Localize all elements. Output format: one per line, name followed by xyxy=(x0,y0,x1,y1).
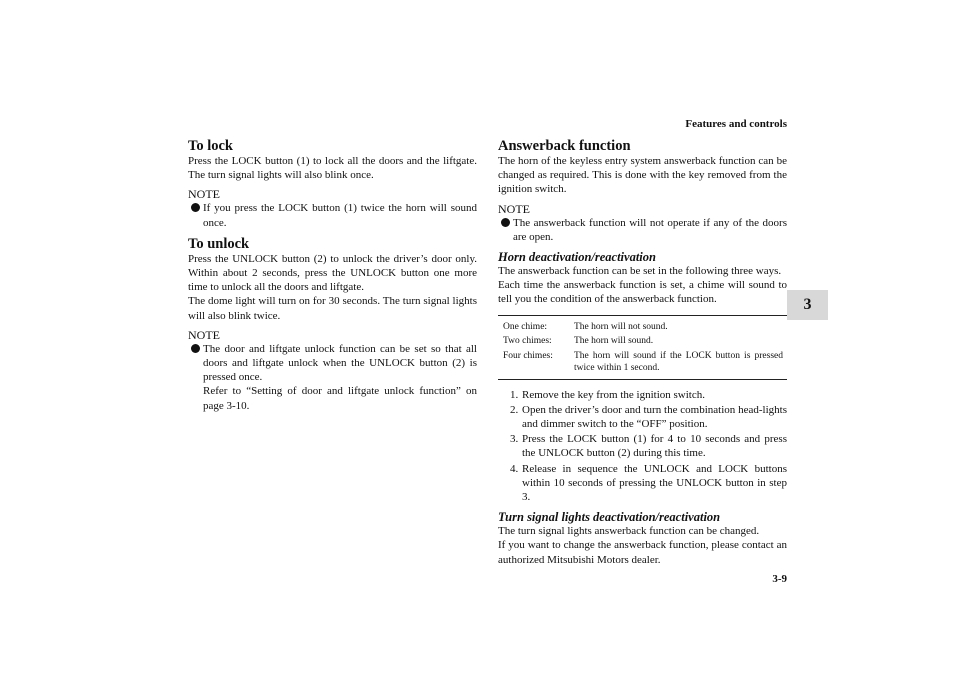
right-column xyxy=(498,138,787,567)
step-number: 4. xyxy=(510,462,519,475)
lock-paragraph: Press the LOCK button (1) to lock all the doors and the liftgate. The turn signal lights will also blink once. xyxy=(188,155,477,182)
answerback-paragraph: The horn of the keyless entry system answerback function can be changed as required. This is done with the key removed from the ignition switch. xyxy=(498,155,787,196)
section-heading-answerback: Answerback function xyxy=(498,138,631,154)
subheading-horn: Horn deactivation/reactivation xyxy=(498,250,656,265)
note-label: NOTE xyxy=(498,201,530,216)
page-header-title: Features and controls xyxy=(685,118,787,130)
bullet-dot-icon xyxy=(191,203,200,212)
step-item xyxy=(498,403,787,431)
page-number: 3-9 xyxy=(772,573,787,585)
step-number: 3. xyxy=(510,433,519,446)
step-item xyxy=(498,388,787,402)
step-text: Open the driver’s door and turn the combination head-lights and dimmer switch to the “OFF” position. xyxy=(522,403,787,431)
chime-value: The horn will sound if the LOCK button is pressed twice within 1 second. xyxy=(574,350,783,374)
step-item xyxy=(498,432,787,460)
step-number: 1. xyxy=(510,388,519,401)
note-bullet-text: If you press the LOCK button (1) twice the horn will sound once. xyxy=(203,202,477,229)
chime-value: The horn will not sound. xyxy=(574,321,668,332)
note-bullet-text: Refer to “Setting of door and liftgate unlock function” on page 3-10. xyxy=(203,385,477,412)
step-text: Release in sequence the UNLOCK and LOCK buttons within 10 seconds of pressing the UNLOCK button in step 3. xyxy=(522,462,787,504)
procedure-steps xyxy=(498,388,787,505)
section-heading-to-unlock: To unlock xyxy=(188,235,250,252)
chime-key: Four chimes: xyxy=(503,350,553,361)
chime-row xyxy=(498,335,787,348)
note-label: NOTE xyxy=(188,187,220,202)
bullet-dot-icon xyxy=(191,344,200,353)
step-text: Press the LOCK button (1) for 4 to 10 seconds and press the UNLOCK button (2) during this time. xyxy=(522,433,787,460)
horn-paragraph-2: Each time the answerback function is set, a chime will sound to tell you the condition of the answerback function. xyxy=(498,279,787,306)
note-bullet-item xyxy=(188,342,477,385)
left-column xyxy=(188,138,477,413)
note-bullet-continuation xyxy=(188,384,477,412)
subheading-turn-signal: Turn signal lights deactivation/reactivation xyxy=(498,510,721,525)
chime-key: One chime: xyxy=(503,321,548,332)
note-bullet-item xyxy=(498,216,787,244)
section-heading-to-lock: To lock xyxy=(188,138,233,154)
chime-row xyxy=(498,350,787,375)
note-label: NOTE xyxy=(188,327,220,342)
unlock-paragraph-1: Press the UNLOCK button (2) to unlock the driver’s door only. Within about 2 seconds, press the UNLOCK button one more time to unlock all the doors and liftgate. xyxy=(188,252,477,294)
step-number: 2. xyxy=(510,403,519,416)
note-bullet-text: The door and liftgate unlock function can be set so that all doors and liftgate unlock when the UNLOCK button (2) is pressed once. xyxy=(203,342,477,384)
chime-table xyxy=(498,315,787,380)
chime-row xyxy=(498,321,787,334)
unlock-paragraph-2: The dome light will turn on for 30 seconds. The turn signal lights will also blink twice. xyxy=(188,295,477,322)
turn-signal-paragraph-1: The turn signal lights answerback function can be changed. xyxy=(498,525,760,538)
horn-paragraph-1: The answerback function can be set in the following three ways. xyxy=(498,265,782,278)
note-bullet-text: The answerback function will not operate if any of the doors are open. xyxy=(513,216,787,243)
bullet-dot-icon xyxy=(501,218,510,227)
chapter-tab: 3 xyxy=(787,290,828,320)
chime-key: Two chimes: xyxy=(503,336,552,347)
step-item xyxy=(498,462,787,505)
chime-value: The horn will sound. xyxy=(574,336,654,347)
note-bullet-item xyxy=(188,201,477,229)
turn-signal-paragraph-2: If you want to change the answerback function, please contact an authorized Mitsubishi Motors dealer. xyxy=(498,539,787,566)
step-text: Remove the key from the ignition switch. xyxy=(522,388,705,401)
